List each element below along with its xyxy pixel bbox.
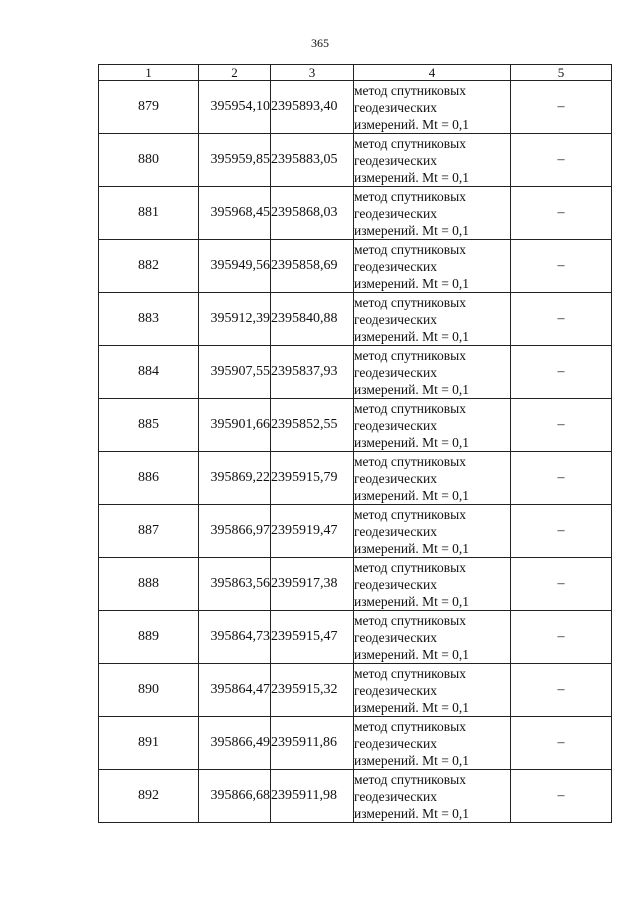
y-coordinate-cell: 2395868,03 [271,187,354,240]
table-row [99,81,612,134]
method-line: геодезических [354,735,437,751]
note-cell: – [511,240,612,293]
method-line: геодезических [354,258,437,274]
method-line: измерений. Mt = 0,1 [354,540,470,556]
note-cell: – [511,611,612,664]
x-coordinate-cell: 395863,56 [199,558,271,611]
column-header-1: 1 [99,65,199,81]
y-coordinate-cell: 2395915,47 [271,611,354,664]
table-header-row [99,65,612,81]
method-line: метод спутниковых [354,453,466,469]
method-cell [354,187,511,240]
method-line: геодезических [354,523,437,539]
y-coordinate-cell: 2395919,47 [271,505,354,558]
table-row [99,346,612,399]
method-line: метод спутниковых [354,241,466,257]
method-line: геодезических [354,311,437,327]
method-line: метод спутниковых [354,718,466,734]
y-coordinate-cell: 2395858,69 [271,240,354,293]
method-cell [354,611,511,664]
method-line: метод спутниковых [354,135,466,151]
method-line: измерений. Mt = 0,1 [354,328,470,344]
method-line: метод спутниковых [354,400,466,416]
table-row [99,452,612,505]
method-line: метод спутниковых [354,347,466,363]
point-number-cell: 884 [99,346,199,399]
method-cell [354,81,511,134]
note-cell: – [511,717,612,770]
x-coordinate-cell: 395901,66 [199,399,271,452]
method-cell [354,134,511,187]
method-line: измерений. Mt = 0,1 [354,169,470,185]
table-row [99,717,612,770]
x-coordinate-cell: 395866,97 [199,505,271,558]
table-row [99,240,612,293]
note-cell: – [511,558,612,611]
x-coordinate-cell: 395869,22 [199,452,271,505]
point-number-cell: 879 [99,81,199,134]
note-cell: – [511,664,612,717]
method-cell [354,770,511,823]
method-line: метод спутниковых [354,188,466,204]
method-line: геодезических [354,205,437,221]
point-number-cell: 881 [99,187,199,240]
method-line: геодезических [354,788,437,804]
x-coordinate-cell: 395864,47 [199,664,271,717]
method-line: геодезических [354,576,437,592]
x-coordinate-cell: 395954,10 [199,81,271,134]
method-cell [354,717,511,770]
table-row [99,664,612,717]
y-coordinate-cell: 2395911,98 [271,770,354,823]
column-header-4: 4 [354,65,511,81]
y-coordinate-cell: 2395915,32 [271,664,354,717]
method-line: метод спутниковых [354,612,466,628]
method-line: измерений. Mt = 0,1 [354,699,470,715]
coordinates-table [98,64,612,823]
note-cell: – [511,505,612,558]
note-cell: – [511,293,612,346]
method-line: метод спутниковых [354,82,466,98]
note-cell: – [511,187,612,240]
point-number-cell: 892 [99,770,199,823]
table-row [99,134,612,187]
table-row [99,770,612,823]
method-line: измерений. Mt = 0,1 [354,116,470,132]
y-coordinate-cell: 2395915,79 [271,452,354,505]
point-number-cell: 889 [99,611,199,664]
column-header-5: 5 [511,65,612,81]
method-cell [354,399,511,452]
table-row [99,293,612,346]
method-line: измерений. Mt = 0,1 [354,805,470,821]
note-cell: – [511,81,612,134]
point-number-cell: 887 [99,505,199,558]
page-number: 365 [311,36,329,50]
point-number-cell: 890 [99,664,199,717]
method-line: метод спутниковых [354,771,466,787]
column-header-3: 3 [271,65,354,81]
method-line: измерений. Mt = 0,1 [354,593,470,609]
method-line: метод спутниковых [354,506,466,522]
method-cell [354,558,511,611]
method-cell [354,452,511,505]
method-line: геодезических [354,470,437,486]
point-number-cell: 886 [99,452,199,505]
method-line: геодезических [354,364,437,380]
table-row [99,558,612,611]
y-coordinate-cell: 2395917,38 [271,558,354,611]
x-coordinate-cell: 395907,55 [199,346,271,399]
y-coordinate-cell: 2395893,40 [271,81,354,134]
y-coordinate-cell: 2395840,88 [271,293,354,346]
column-header-2: 2 [199,65,271,81]
note-cell: – [511,399,612,452]
method-line: измерений. Mt = 0,1 [354,487,470,503]
y-coordinate-cell: 2395911,86 [271,717,354,770]
note-cell: – [511,346,612,399]
method-line: геодезических [354,417,437,433]
method-line: геодезических [354,629,437,645]
point-number-cell: 883 [99,293,199,346]
method-line: измерений. Mt = 0,1 [354,275,470,291]
note-cell: – [511,452,612,505]
method-cell [354,664,511,717]
x-coordinate-cell: 395866,49 [199,717,271,770]
x-coordinate-cell: 395959,85 [199,134,271,187]
x-coordinate-cell: 395912,39 [199,293,271,346]
point-number-cell: 880 [99,134,199,187]
method-line: геодезических [354,682,437,698]
table-row [99,611,612,664]
x-coordinate-cell: 395968,45 [199,187,271,240]
x-coordinate-cell: 395864,73 [199,611,271,664]
method-cell [354,505,511,558]
note-cell: – [511,770,612,823]
y-coordinate-cell: 2395883,05 [271,134,354,187]
point-number-cell: 882 [99,240,199,293]
method-line: измерений. Mt = 0,1 [354,646,470,662]
point-number-cell: 891 [99,717,199,770]
method-line: метод спутниковых [354,559,466,575]
method-line: измерений. Mt = 0,1 [354,222,470,238]
x-coordinate-cell: 395949,56 [199,240,271,293]
table-row [99,187,612,240]
method-line: измерений. Mt = 0,1 [354,434,470,450]
method-cell [354,293,511,346]
point-number-cell: 885 [99,399,199,452]
y-coordinate-cell: 2395837,93 [271,346,354,399]
method-line: метод спутниковых [354,665,466,681]
method-line: измерений. Mt = 0,1 [354,752,470,768]
method-line: метод спутниковых [354,294,466,310]
method-cell [354,240,511,293]
x-coordinate-cell: 395866,68 [199,770,271,823]
note-cell: – [511,134,612,187]
table-row [99,399,612,452]
table-row [99,505,612,558]
method-cell [354,346,511,399]
method-line: геодезических [354,99,437,115]
y-coordinate-cell: 2395852,55 [271,399,354,452]
table-body [99,81,612,823]
method-line: геодезических [354,152,437,168]
point-number-cell: 888 [99,558,199,611]
method-line: измерений. Mt = 0,1 [354,381,470,397]
